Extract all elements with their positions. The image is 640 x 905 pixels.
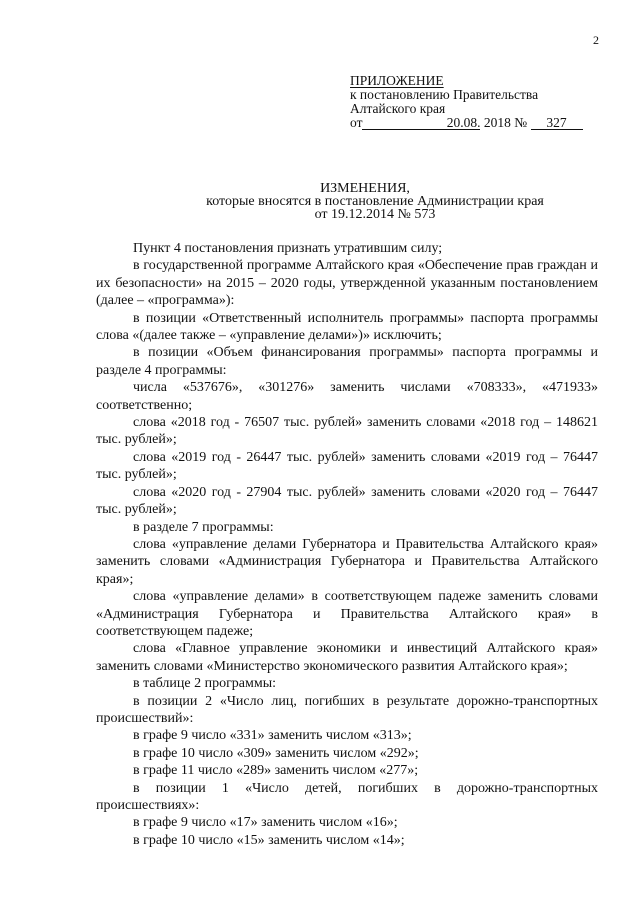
title-line-3: от 19.12.2014 № 573	[314, 207, 436, 222]
date-field	[362, 116, 480, 130]
paragraph: слова «2019 год - 26447 тыс. рублей» заменить словами «2019 год – 76447 тыс. рублей»;	[96, 449, 598, 483]
paragraph: в разделе 7 программы:	[133, 519, 274, 535]
document-title	[0, 182, 640, 221]
title-line-2: которые вносятся в постановление Администрации края	[206, 194, 544, 209]
paragraph: в графе 10 число «309» заменить числом «292»;	[133, 745, 419, 761]
paragraph: слова «управление делами Губернатора и Правительства Алтайского края» заменить словами «Администрация Губернатора и Правительства Алтайского края»;	[96, 536, 598, 587]
date-value: 20.08.	[446, 115, 481, 130]
paragraph: в графе 10 число «15» заменить числом «14»;	[133, 832, 405, 848]
appendix-line-2: к постановлению Правительства	[350, 87, 539, 102]
paragraph: в позиции 2 «Число лиц, погибших в результате дорожно-транспортных происшествий»:	[96, 693, 598, 726]
appendix-block	[350, 74, 583, 130]
appendix-heading: ПРИЛОЖЕНИЕ	[350, 73, 444, 88]
number-field	[531, 116, 583, 130]
date-prefix: от	[350, 115, 363, 130]
appendix-line-3: Алтайского края	[350, 101, 446, 116]
paragraph: в позиции «Ответственный исполнитель программы» паспорта программы слова «(далее также – «управление делами»)» исключить;	[96, 310, 598, 344]
paragraph: слова «2018 год - 76507 тыс. рублей» заменить словами «2018 год – 148621 тыс. рублей»;	[96, 415, 598, 448]
title-line-1: ИЗМЕНЕНИЯ,	[320, 181, 410, 196]
paragraph: в графе 11 число «289» заменить числом «277»;	[133, 763, 419, 779]
paragraph: Пункт 4 постановления признать утратившим силу;	[133, 241, 443, 256]
number-value: 327	[546, 115, 567, 130]
paragraph: в графе 9 число «331» заменить числом «313»;	[133, 728, 412, 744]
year-label: 2018 №	[483, 115, 528, 130]
paragraph: в графе 9 число «17» заменить числом «16»;	[133, 815, 398, 831]
paragraph: в позиции «Объем финансирования программы» паспорта программы и разделе 4 программы:	[96, 345, 598, 378]
paragraph: слова «Главное управление экономики и инвестиций Алтайского края» заменить словами «Министерство экономического развития Алтайского края»;	[96, 641, 598, 674]
paragraph: в государственной программе Алтайского края «Обеспечение прав граждан и их безопасности» на 2015 – 2020 годы, утвержденной указанным постановлением (далее – «программа»):	[96, 258, 598, 309]
paragraph: числа «537676», «301276» заменить числами «708333», «471933» соответственно;	[96, 380, 598, 413]
page-number: 2	[593, 33, 599, 47]
appendix-dateline	[350, 116, 583, 130]
paragraph: слова «управление делами» в соответствующем падеже заменить словами «Администрация Губернатора и Правительства Алтайского края» в соответствующем падеже;	[96, 589, 598, 639]
paragraph: слова «2020 год - 27904 тыс. рублей» заменить словами «2020 год – 76447 тыс. рублей»;	[96, 484, 598, 518]
paragraph: в позиции 1 «Число детей, погибших в дорожно-транспортных происшествиях»:	[96, 780, 598, 813]
document-body	[96, 240, 598, 849]
paragraph: в таблице 2 программы:	[133, 676, 277, 692]
